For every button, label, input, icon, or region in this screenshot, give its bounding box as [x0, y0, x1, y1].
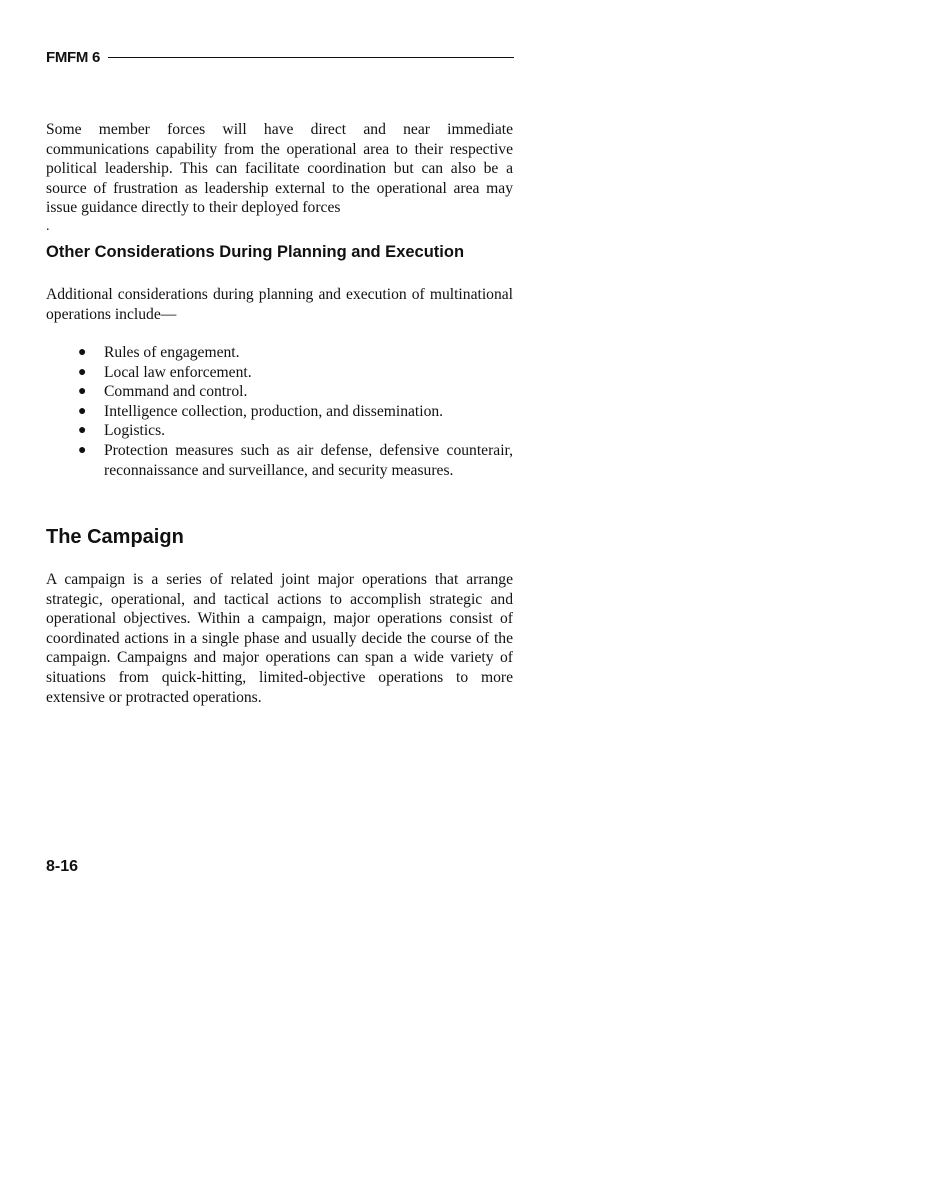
header-rule: [108, 57, 514, 58]
list-item-text: Command and control.: [104, 383, 248, 401]
bullet-icon: ●: [78, 384, 87, 400]
page-number: 8-16: [46, 858, 79, 875]
considerations-list: [78, 343, 513, 480]
section-heading-other-considerations: Other Considerations During Planning and Execution: [46, 243, 465, 261]
list-item-text: Protection measures such as air defense, defensive counterair, reconnaissance and surveillance, and security measures.: [104, 441, 513, 479]
list-item-text: Intelligence collection, production, and dissemination.: [104, 402, 444, 420]
campaign-paragraph: A campaign is a series of related joint major operations that arrange strategic, operational, and tactical actions to accomplish strategic and operational objectives. Within a campaign, major operations consist of coordinated actions in a single phase and usually decide the course of the campaign. Campaigns and major operations can span a wide variety of situations from quick-hitting, limited-objective operations to more extensive or protracted operations.: [46, 571, 513, 706]
bullet-icon: ●: [78, 442, 87, 458]
considerations-intro-paragraph: Additional considerations during planning and execution of multinational operations include—: [46, 286, 513, 323]
manual-designation: FMFM 6: [46, 48, 101, 66]
bullet-icon: ●: [78, 403, 87, 419]
list-item: [78, 402, 513, 422]
bullet-icon: ●: [78, 364, 87, 380]
list-item: [78, 343, 513, 363]
stray-period: .: [46, 219, 50, 234]
list-item-text: Local law enforcement.: [104, 363, 252, 381]
running-header: [46, 47, 514, 67]
list-item: [78, 363, 513, 383]
list-item: [78, 421, 513, 441]
list-item-text: Rules of engagement.: [104, 344, 240, 361]
list-item: [78, 441, 513, 480]
list-item: [78, 382, 513, 402]
bullet-icon: ●: [78, 345, 87, 360]
list-item-text: Logistics.: [104, 422, 166, 440]
intro-paragraph: Some member forces will have direct and near immediate communications capability from the operational area to their respective political leadership. This can facilitate coordination but can also be a source of frustration as leadership external to the operational area may issue guidance directly to their deployed forces: [46, 121, 513, 217]
bullet-icon: ●: [78, 423, 87, 439]
section-heading-campaign: The Campaign: [46, 526, 184, 548]
